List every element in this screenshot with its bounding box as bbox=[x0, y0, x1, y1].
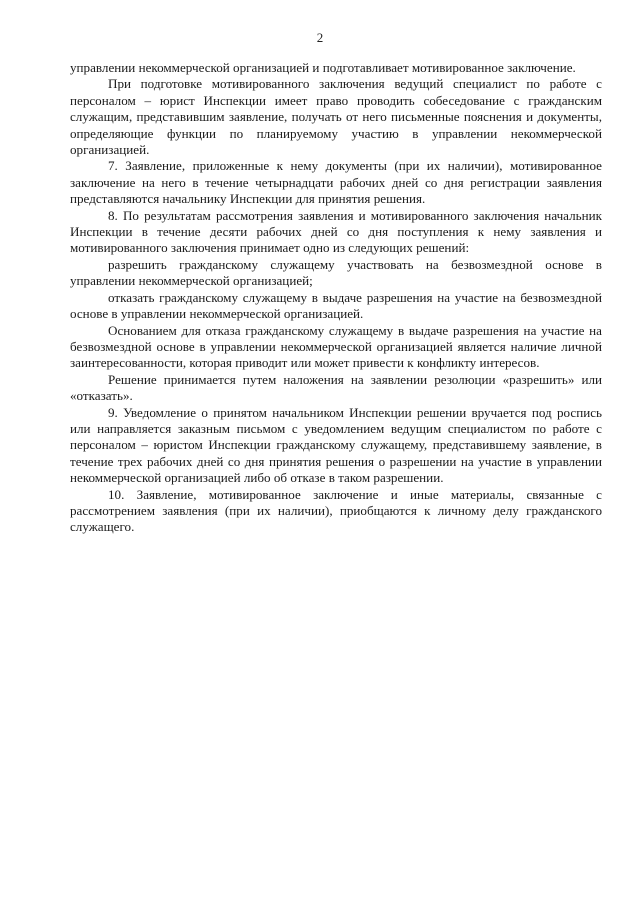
paragraph-item-10: 10. Заявление, мотивированное заключение и иные материалы, связанные с рассмотрением заявления (при их наличии), приобщаются к личному делу гражданского служащего. bbox=[70, 486, 602, 535]
paragraph-decision-allow: разрешить гражданскому служащему участвовать на безвозмездной основе в управлении некоммерческой организацией; bbox=[70, 256, 602, 289]
paragraph-resolution: Решение принимается путем наложения на заявлении резолюции «разрешить» или «отказать». bbox=[70, 371, 602, 404]
paragraph-decision-refuse: отказать гражданскому служащему в выдаче разрешения на участие на безвозмездной основе в управлении некоммерческой организацией. bbox=[70, 289, 602, 322]
paragraph-continuation: управлении некоммерческой организацией и подготавливает мотивированное заключение. bbox=[70, 60, 576, 75]
paragraph-item-7: 7. Заявление, приложенные к нему документы (при их наличии), мотивированное заключение на него в течение четырнадцати рабочих дней со дня регистрации заявления представляются начальнику Инспекции для принятия решения. bbox=[70, 158, 602, 207]
paragraph-refusal-grounds: Основанием для отказа гражданскому служащему в выдаче разрешения на участие на безвозмездной основе в управлении некоммерческой организацией является наличие личной заинтересованности, которая приводит или может привести к конфликту интересов. bbox=[70, 322, 602, 371]
document-body bbox=[70, 60, 602, 536]
page-number: 2 bbox=[316, 30, 324, 45]
paragraph-item-8: 8. По результатам рассмотрения заявления и мотивированного заключения начальник Инспекции в течение десяти рабочих дней со дня поступления к нему заявления и мотивированного заключения принимает одно из следующих решений: bbox=[70, 207, 602, 256]
paragraph-interview-right: При подготовке мотивированного заключения ведущий специалист по работе с персоналом – юрист Инспекции имеет право проводить собеседование с гражданским служащим, представившим заявление, получать от него письменные пояснения и документы, определяющие функции по планируемому участию в управлении некоммерческой организацией. bbox=[70, 76, 602, 158]
paragraph-item-9: 9. Уведомление о принятом начальником Инспекции решении вручается под роспись или направляется заказным письмом с уведомлением ведущим специалистом по работе с персоналом – юристом Инспекции гражданскому служащему, представившему заявление, в течение трех рабочих дней со дня принятия решения о разрешении на участие в управлении некоммерческой организацией либо об отказе в таком разрешении. bbox=[70, 404, 602, 486]
